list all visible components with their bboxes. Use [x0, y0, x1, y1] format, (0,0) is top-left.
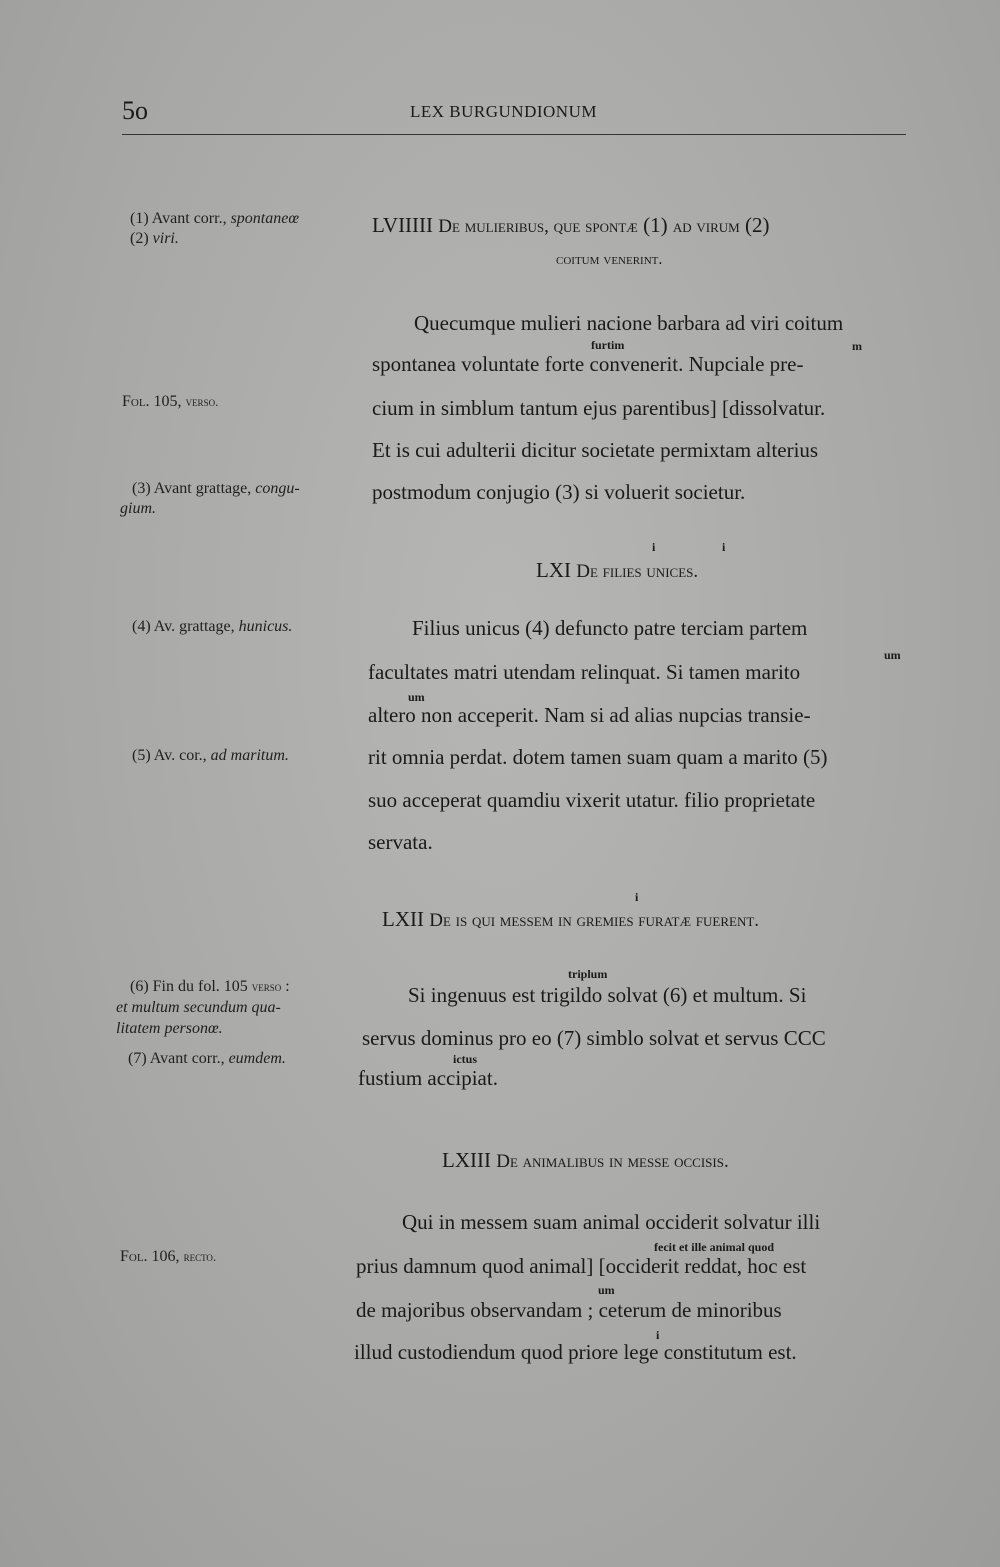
section-59-line-2: spontanea voluntate forte convenerit. Nupciale pre-: [372, 352, 804, 376]
section-59-line-5: postmodum conjugio (3) si voluerit societur.: [372, 480, 746, 504]
note-4: (4) Av. grattage, hunicus.: [132, 618, 293, 635]
section-63-line-4: illud custodiendum quod priore lege constitutum est.: [354, 1340, 797, 1364]
section-62-line-3: fustium accipiat.: [358, 1066, 498, 1090]
folio-106-recto: Fol. 106, recto.: [120, 1248, 217, 1265]
section-63-line-3: de majoribus observandam ; ceterum de minoribus: [356, 1298, 782, 1322]
interlinear-i-3: i: [635, 890, 639, 904]
section-61-line-5: suo acceperat quamdiu vixerit utatur. filio proprietate: [368, 788, 816, 812]
note-1: (1) Avant corr., spontaneœ: [130, 210, 300, 227]
interlinear-i-4: i: [656, 1328, 660, 1342]
section-59-line-3: cium in simblum tantum ejus parentibus] [dissolvatur.: [372, 396, 826, 420]
section-63-line-2: prius damnum quod animal] [occiderit reddat, hoc est: [356, 1254, 807, 1278]
interlinear-m: m: [852, 339, 862, 353]
note-6: (6) Fin du fol. 105 verso :: [130, 978, 290, 995]
interlinear-i-2: i: [722, 540, 726, 554]
page-number: 5o: [122, 96, 148, 125]
interlinear-um-2: um: [408, 690, 425, 704]
note-5: (5) Av. cor., ad maritum.: [132, 747, 289, 764]
section-63-heading: LXIII De animalibus in messe occisis.: [442, 1148, 729, 1172]
section-61-line-2: facultates matri utendam relinquat. Si tamen marito: [368, 660, 801, 684]
interlinear-fecit: fecit et ille animal quod: [654, 1240, 774, 1254]
note-3: (3) Avant grattage, congu-: [132, 480, 300, 497]
note-6-line2: et multum secundum qua-: [116, 999, 281, 1016]
section-61-line-6: servata.: [368, 830, 433, 854]
note-2: (2) viri.: [130, 230, 179, 247]
section-61-line-1: Filius unicus (4) defuncto patre terciam partem: [412, 616, 808, 640]
interlinear-um-3: um: [598, 1283, 615, 1297]
section-62-line-2: servus dominus pro eo (7) simblo solvat et servus CCC: [362, 1026, 826, 1050]
interlinear-ictus: ictus: [453, 1052, 477, 1066]
interlinear-furtim: furtim: [591, 338, 625, 352]
note-7: (7) Avant corr., eumdem.: [128, 1050, 286, 1067]
section-59-line-4: Et is cui adulterii dicitur societate permixtam alterius: [372, 438, 819, 462]
header-rule: [122, 134, 906, 135]
interlinear-triplum: triplum: [568, 967, 608, 981]
section-62-line-1: Si ingenuus est trigildo solvat (6) et multum. Si: [408, 983, 807, 1007]
section-63-line-1: Qui in messem suam animal occiderit solvatur illi: [402, 1210, 821, 1234]
section-61-line-3: altero non acceperit. Nam si ad alias nupcias transie-: [368, 703, 811, 727]
section-61-heading: LXI De filies unices.: [536, 558, 699, 582]
section-61-line-4: rit omnia perdat. dotem tamen suam quam a marito (5): [368, 745, 828, 769]
interlinear-um-1: um: [884, 648, 901, 662]
running-title: LEX BURGUNDIONUM: [410, 102, 597, 121]
note-3-cont: gium.: [120, 500, 156, 517]
folio-105-verso: Fol. 105, verso.: [122, 393, 219, 410]
section-59-line-1: Quecumque mulieri nacione barbara ad viri coitum: [414, 311, 844, 335]
note-6-line3: litatem personœ.: [116, 1020, 223, 1037]
interlinear-i-1: i: [652, 540, 656, 554]
section-59-heading-line2: coitum venerint.: [556, 251, 663, 268]
section-62-heading: LXII De is qui messem in gremies furatæ fuerent.: [382, 907, 760, 931]
section-59-heading: LVIIIII De mulieribus, que spontæ (1) ad virum (2): [372, 213, 770, 237]
